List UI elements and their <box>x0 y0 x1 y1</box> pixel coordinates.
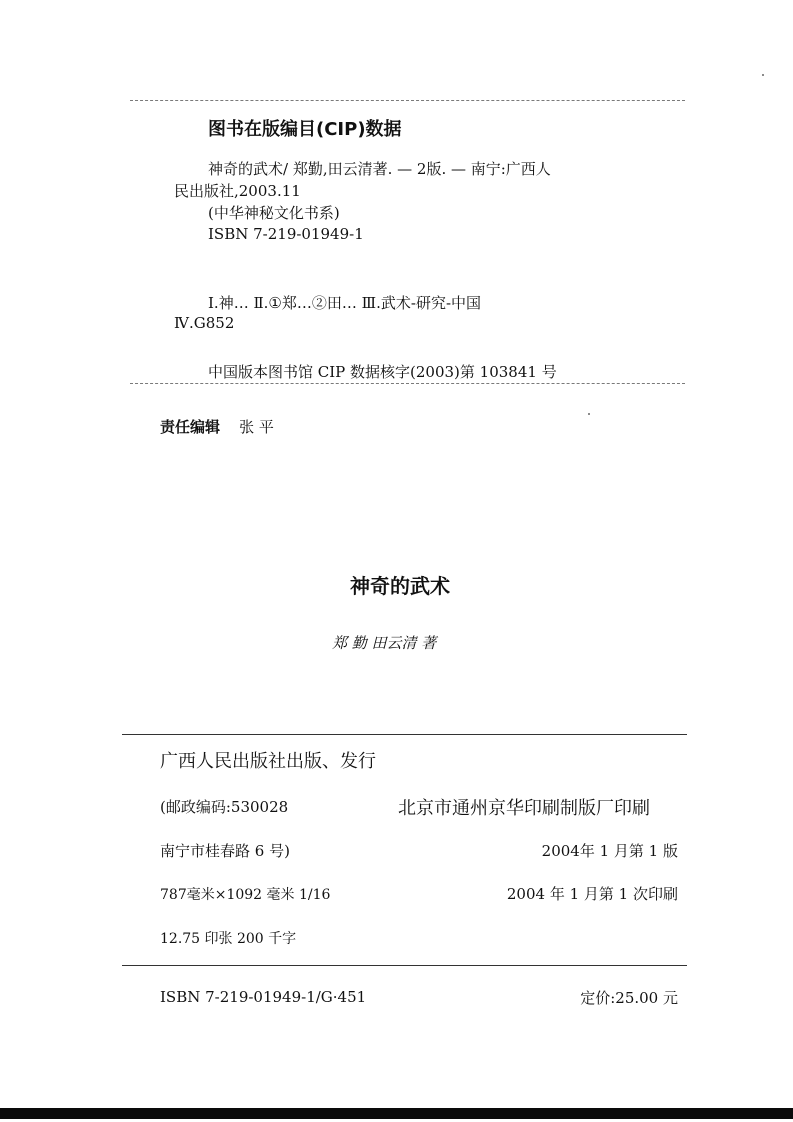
scan-speck <box>588 413 590 415</box>
cip-classification-line-2: Ⅳ.G852 <box>174 314 235 332</box>
full-isbn: ISBN 7-219-01949-1/G·451 <box>160 988 367 1006</box>
colophon-top-rule <box>122 734 687 735</box>
scan-bottom-edge-bar <box>0 1108 793 1119</box>
printed-sheets-and-words: 12.75 印张 200 千字 <box>160 931 297 947</box>
cip-description-line-1: 神奇的武术/ 郑勤,田云清著. — 2版. — 南宁:广西人 <box>208 160 551 178</box>
colophon-bottom-rule <box>122 965 687 966</box>
responsible-editor-name: 张 平 <box>239 418 274 436</box>
cip-heading: 图书在版编目(CIP)数据 <box>208 119 402 140</box>
printing: 2004 年 1 月第 1 次印刷 <box>506 885 678 903</box>
cip-top-dashed-rule <box>130 100 685 101</box>
cip-isbn: ISBN 7-219-01949-1 <box>208 225 364 243</box>
cip-series: (中华神秘文化书系) <box>208 204 340 222</box>
book-title: 神奇的武术 <box>350 574 450 598</box>
responsible-editor <box>160 416 274 437</box>
postal-code: (邮政编码:530028 <box>160 798 289 816</box>
edition: 2004年 1 月第 1 版 <box>541 842 678 860</box>
cip-bottom-dashed-rule <box>130 383 685 384</box>
publisher-statement: 广西人民出版社出版、发行 <box>160 751 376 772</box>
price: 定价:25.00 元 <box>580 989 678 1007</box>
book-authors: 郑 勤 田云清 著 <box>332 634 437 652</box>
publisher-address: 南宁市桂春路 6 号) <box>160 842 290 860</box>
cip-description-line-2: 民出版社,2003.11 <box>174 182 301 200</box>
cip-classification-line-1: Ⅰ.神… Ⅱ.①郑…②田… Ⅲ.武术-研究-中国 <box>208 294 482 312</box>
format-size: 787毫米×1092 毫米 1/16 <box>160 887 331 903</box>
cip-record-number: 中国版本图书馆 CIP 数据核字(2003)第 103841 号 <box>208 363 557 381</box>
scan-speck <box>762 74 764 76</box>
responsible-editor-label: 责任编辑 <box>160 418 221 436</box>
printer: 北京市通州京华印刷制版厂印刷 <box>398 798 650 819</box>
